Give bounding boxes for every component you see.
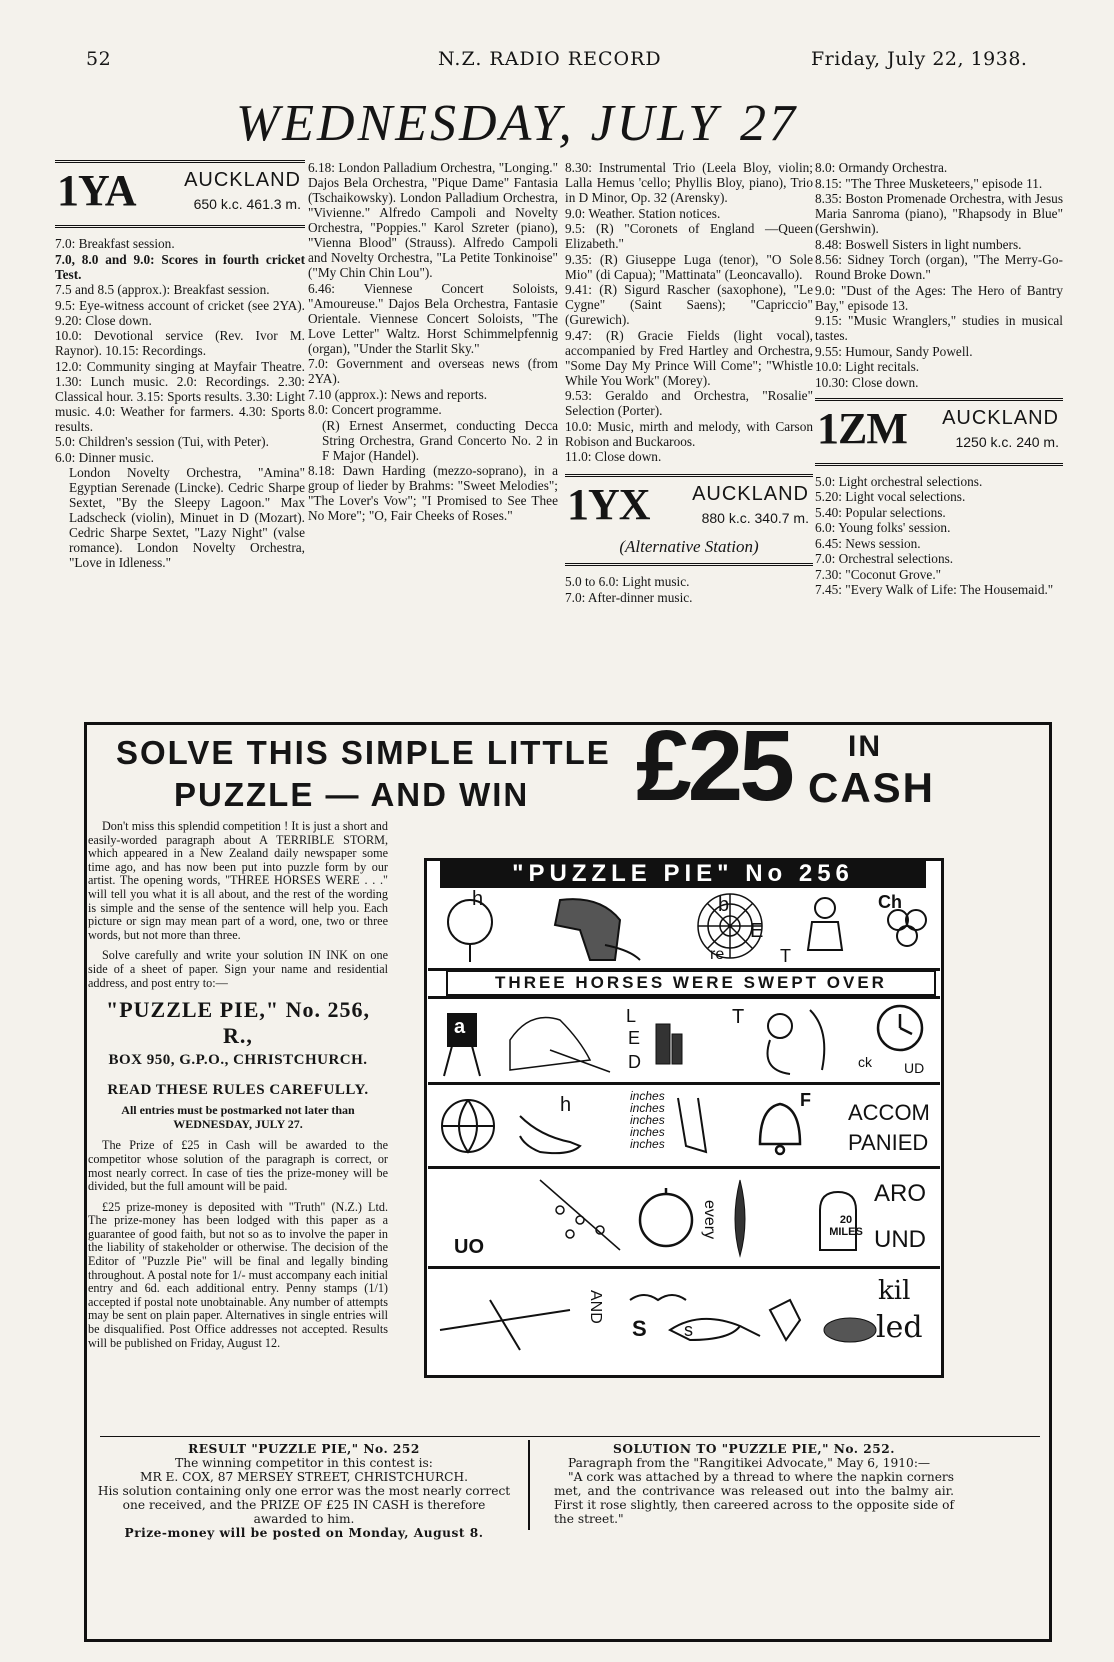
listing-item: 7.0: Orchestral selections. xyxy=(815,551,954,566)
station-note: (Alternative Station) xyxy=(619,537,759,556)
station-city: AUCKLAND xyxy=(942,406,1059,429)
sailor-icon xyxy=(808,898,842,950)
listing-item: 8.56: Sidney Torch (organ), "The Merry-Go-Round Broke Down." xyxy=(815,252,1063,282)
station-block-1yx xyxy=(565,474,813,566)
tree-icon xyxy=(448,900,492,962)
programme-column-2 xyxy=(308,160,558,524)
listing-item: 7.0: Government and overseas news (from 2YA). xyxy=(308,356,558,386)
listing-item: 9.5: Eye-witness account of cricket (see 2YA). 9.20: Close down. xyxy=(55,297,305,328)
glove-icon xyxy=(770,1300,800,1340)
figure-with-scythe-icon xyxy=(768,1010,825,1074)
solution-text: "A cork was attached by a thread to where the napkin corners met, and the contrivance was released out into the balmy air. First it rose slightly, then careered across to the opposite side of the street." xyxy=(554,1470,954,1526)
listing-item: 8.35: Boston Promenade Orchestra, with Jesus Maria Sanroma (piano), "Rhapsody in Blue" (Gershwin). xyxy=(815,191,1063,236)
listing-item: London Novelty Orchestra, "Amina" Egyptian Serenade (Lincke). Cedric Sharpe Sextet, "By the Sleepy Lagoon." Max Ladscheck (violin), Minuet in D (Mozart). Cedric Sharpe Sextet, "Lazy Night" (valse romance). London Novelty Orchestra, "Love in Idleness." xyxy=(69,465,305,570)
puzzle-row-divider xyxy=(428,1266,940,1269)
programme-column-3 xyxy=(565,160,813,605)
inches-word: inches xyxy=(630,1101,665,1115)
puzzle-row-5-pictures xyxy=(430,1270,936,1374)
rules-paragraph: £25 prize-money is deposited with "Truth" (N.Z.) Ltd. The prize-money has been lodged with this paper as a guarantee of good faith, but not so as to involve the paper in the liability of stakeholder or otherwise. The decision of the Editor of "Puzzle Pie" will be final and legally binding throughout. A postal note for 1/- must accompany each initial entry and 6d. each additional entry. Penny stamps (1/1) accepted if postal note unobtainable. Any number of attempts may be sent on plain paper. Alternatives in single entries will be disqualified. Post Office addresses not accepted. Results will be published on Friday, August 12. xyxy=(88,1199,388,1350)
listing-item: 9.41: (R) Sigurd Rascher (saxophone), "Le Cygne" (Saint Saens); "Capriccio" (Gurewich). xyxy=(565,282,813,327)
puzzle-letter: T xyxy=(780,946,791,966)
puzzle-letter: a xyxy=(454,1016,466,1038)
station-call-sign: 1ZM xyxy=(817,403,907,453)
puzzle-word: AND xyxy=(587,1290,604,1324)
station-block-1zm xyxy=(815,398,1063,466)
listing-item: 7.0: After-dinner music. xyxy=(565,589,693,605)
listing-item: 9.53: Geraldo and Orchestra, "Rosalie" Selection (Porter). xyxy=(565,388,813,418)
listing-item: 9.0: "Dust of the Ages: The Hero of Bantry Bay," episode 13. xyxy=(815,282,1063,313)
result-line: Prize-money will be posted on Monday, August 8. xyxy=(124,1526,484,1540)
puzzle-row-divider xyxy=(428,1166,940,1169)
stopwatch-icon xyxy=(640,1188,692,1246)
rules-paragraph: Solve carefully and write your solution IN INK on one side of a sheet of paper. Sign your name and residential address, and post entry to:— xyxy=(88,948,388,990)
lying-animal-icon xyxy=(824,1318,876,1342)
listing-item: 7.10 (approx.): News and reports. xyxy=(308,386,488,402)
ad-headline-line-1: SOLVE THIS SIMPLE LITTLE xyxy=(116,734,611,771)
listing-item: 6.46: Viennese Concert Soloists, "Amoureuse." Dajos Bela Orchestra, Fantasie Orientale. Viennese Concert Soloists, "The Love Letter" Waltz. Horst Schimmelpfennig (organ), "Under the Starlit Sky." xyxy=(308,280,558,356)
programme-column-4 xyxy=(815,160,1063,598)
result-title: RESULT "PUZZLE PIE," No. 252 xyxy=(188,1442,420,1456)
listing-item: 8.0: Concert programme. xyxy=(308,402,442,417)
results-column-divider xyxy=(528,1440,530,1530)
puzzle-word: kil xyxy=(878,1276,911,1306)
listing-item: 5.20: Light vocal selections. xyxy=(815,489,966,504)
inches-word: inches xyxy=(630,1113,665,1127)
listing-item: 5.0: Light orchestral selections. xyxy=(815,473,983,489)
station-frequency: 650 k.c. 461.3 m. xyxy=(193,196,301,212)
station-block-1ya xyxy=(55,160,305,228)
listing-item: 8.30: Instrumental Trio (Leela Bloy, violin; Lalla Hemus 'cello; Phyllis Bloy, piano), Trio in D Minor, Op. 32 (Arensky). xyxy=(565,160,813,205)
listing-item: 7.45: "Every Walk of Life: The Housemaid." xyxy=(815,582,1054,597)
station-city: AUCKLAND xyxy=(184,169,301,191)
station-call-sign: 1YX xyxy=(567,480,650,529)
puzzle-letter: T xyxy=(732,1006,745,1028)
prize-cash-label: CASH xyxy=(808,764,936,811)
puzzle-letter: re xyxy=(710,946,725,963)
listing-item: 9.0: Weather. Station notices. xyxy=(565,205,721,221)
listing-item: 10.30: Close down. xyxy=(815,374,919,390)
ad-headline-line-2: PUZZLE — AND WIN xyxy=(174,776,530,813)
puzzle-letter: h xyxy=(472,888,484,910)
listing-item: 9.5: (R) "Coronets of England —Queen Elizabeth." xyxy=(565,221,813,251)
puzzle-word: UO xyxy=(454,1236,484,1258)
day-number: 27 xyxy=(740,95,799,152)
puzzle-word: PANIED xyxy=(848,1130,929,1155)
solution-panel xyxy=(554,1442,954,1526)
result-line: The winning competitor in this contest is: xyxy=(175,1456,433,1470)
station-city: AUCKLAND xyxy=(692,483,809,505)
bell-icon xyxy=(760,1104,800,1154)
listing-item: 12.0: Community singing at Mayfair Theatre. 1.30: Lunch music. 2.0: Recordings. 2.30: Classical hour. 3.15: Sports results. 3.30: Light music. 4.0: Weather for farmers. 4.30: Sports results. xyxy=(55,358,305,434)
puzzle-letter: ck xyxy=(858,1054,872,1070)
puzzle-letter: h xyxy=(560,1094,572,1116)
publication-title: N.Z. RADIO RECORD xyxy=(438,48,662,70)
listing-item: 5.0 to 6.0: Light music. xyxy=(565,574,690,589)
results-divider xyxy=(100,1436,1040,1437)
listing-item: 8.15: "The Three Musketeers," episode 11. xyxy=(815,175,1043,191)
station-frequency: 1250 k.c. 240 m. xyxy=(955,433,1059,450)
listing-item: 7.0: Breakfast session. xyxy=(55,236,175,251)
puzzle-letter: UD xyxy=(904,1060,925,1076)
listing-item: 6.18: London Palladium Orchestra, "Longing." Dajos Bela Orchestra, "Pique Dame" Fantasia (Tschaikowsky). London Palladium Orchestra, "Vivienne." Alfredo Campoli and Novelty Orchestra, "Poppies." Karol Szreter (piano), "Vienna Blood" (Strauss). Alfredo Campoli and Novelty Orchestra, "La Petite Tonkinoise" ("My Chin Chin Lou"). xyxy=(308,160,558,280)
listing-item: 9.35: (R) Giuseppe Luga (tenor), "O Sole Mio" (di Capua); "Mattinata" (Leoncavallo). xyxy=(565,251,813,282)
listing-item: 10.0: Devotional service (Rev. Ivor M. Raynor). 10.15: Recordings. xyxy=(55,328,305,358)
listing-item: 5.40: Popular selections. xyxy=(815,504,946,520)
clock-icon xyxy=(878,1006,922,1050)
puzzle-word: 20 MILES xyxy=(829,1214,863,1238)
rules-heading: READ THESE RULES CAREFULLY. xyxy=(107,1082,369,1099)
station-call-sign: 1YA xyxy=(57,166,136,215)
puzzle-letter: L xyxy=(626,1006,637,1026)
station-frequency: 880 k.c. 340.7 m. xyxy=(701,510,809,526)
listing-item: 7.30: "Coconut Grove." xyxy=(815,566,942,582)
coins-icon xyxy=(540,1180,620,1250)
listing-item: 9.47: (R) Gracie Fields (light vocal), accompanied by Fred Hartley and Orchestra, "Some Day My Prince Will Come"; "Whistle While You Work" (Morey). xyxy=(565,327,813,388)
listing-item: 5.0: Children's session (Tui, with Peter). xyxy=(55,434,269,449)
puzzle-word: ACCOM xyxy=(848,1100,930,1125)
listing-item: 8.18: Dawn Harding (mezzo-soprano), in a group of lieder by Brahms: "Sweet Melodies"; "The Lover's Vow"; "I Promised to See Thee No More"; "O, Fair Cheeks of Roses." xyxy=(308,463,558,523)
listing-item: 8.48: Boswell Sisters in light numbers. xyxy=(815,236,1022,252)
issue-date: Friday, July 22, 1938. xyxy=(811,48,1028,70)
hand-icon xyxy=(520,1116,580,1153)
inches-word: inches xyxy=(630,1125,665,1139)
puzzle-word: every xyxy=(701,1200,718,1240)
shamrock-icon xyxy=(888,910,926,946)
listing-item: 7.0, 8.0 and 9.0: Scores in fourth cricket Test. xyxy=(55,251,305,282)
horse-head-icon xyxy=(555,899,640,960)
entry-address-line-2: BOX 950, G.P.O., CHRISTCHURCH. xyxy=(108,1052,368,1069)
listing-item: 9.55: Humour, Sandy Powell. xyxy=(815,343,973,359)
puzzle-row-1-pictures xyxy=(430,890,936,966)
solution-line: Paragraph from the "Rangitikei Advocate," May 6, 1910:— xyxy=(568,1456,931,1470)
competition-rules xyxy=(88,820,388,1357)
prize-amount: £25 xyxy=(636,710,791,822)
puzzle-letter: b xyxy=(718,894,730,916)
result-line: His solution containing only one error was the most nearly correct one received, and the PRIZE OF £25 IN CASH is therefore awarded to him. xyxy=(97,1484,511,1526)
listing-item: 11.0: Close down. xyxy=(565,449,662,464)
listing-item: 6.45: News session. xyxy=(815,535,921,551)
puzzle-word: led xyxy=(876,1310,923,1345)
puzzle-letter: s xyxy=(684,1320,693,1340)
listing-item: (R) Ernest Ansermet, conducting Decca String Orchestra, Grand Concerto No. 2 in F Major (Handel). xyxy=(322,417,558,463)
listing-item: 9.15: "Music Wranglers," studies in musical tastes. xyxy=(815,313,1063,343)
listing-item: 8.0: Ormandy Orchestra. xyxy=(815,160,948,175)
solution-title: SOLUTION TO "PUZZLE PIE," No. 252. xyxy=(613,1442,895,1456)
airplane-icon xyxy=(440,1300,570,1350)
puzzle-title: "PUZZLE PIE" No 256 xyxy=(440,860,926,888)
programme-column-1 xyxy=(55,160,305,571)
day-name: WEDNESDAY, JULY xyxy=(235,95,721,152)
day-heading xyxy=(0,94,1074,153)
puzzle-letter: F xyxy=(800,1090,811,1110)
result-panel xyxy=(96,1442,512,1540)
listing-item: 6.0: Young folks' session. xyxy=(815,520,951,535)
inches-stack xyxy=(630,1090,665,1150)
skyline-icon xyxy=(656,1024,682,1064)
puzzle-word: UND xyxy=(874,1226,926,1253)
globe-icon xyxy=(442,1100,494,1152)
puzzle-letter: E xyxy=(628,1028,641,1048)
puzzle-letter: E xyxy=(750,920,764,942)
prize-in-label: IN xyxy=(848,730,882,763)
cypress-tree-icon xyxy=(735,1180,745,1256)
listing-item: 6.0: Dinner music. xyxy=(55,449,154,465)
puzzle-letter: S xyxy=(632,1316,647,1341)
puzzle-row-divider xyxy=(428,1082,940,1085)
listing-item: 10.0: Light recitals. xyxy=(815,359,920,374)
hoof-icon xyxy=(678,1098,706,1152)
bird-icon xyxy=(630,1295,686,1300)
rules-deadline: All entries must be postmarked not later than WEDNESDAY, JULY 27. xyxy=(121,1103,355,1131)
rules-paragraph: Don't miss this splendid competition ! It is just a short and easily-worded paragraph about A TERRIBLE STORM, which appeared in a New Zealand daily newspaper some time ago, and has now been put into puzzle form by our artist. The opening words, "THREE HORSES WERE . . ." will tell you what it is all about, and the rest of the wording is simple and the sense of the sentence will help you. Each picture or sign may mean part of a word, one, two or three words, but not more than three. xyxy=(88,819,388,942)
entry-address-line-1: "PUZZLE PIE," No. 256, R., xyxy=(105,997,370,1049)
inches-word: inches xyxy=(630,1137,665,1151)
listing-item: 10.0: Music, mirth and melody, with Carson Robison and Buckaroos. xyxy=(565,418,813,449)
seashore-icon xyxy=(510,1018,610,1073)
puzzle-row-divider xyxy=(428,996,940,999)
rules-paragraph: The Prize of £25 in Cash will be awarded to the competitor whose solution of the paragraph is correct, or most nearly correct. In case of ties the prize-money will be divided, but the full amount will be paid. xyxy=(88,1138,388,1194)
puzzle-letter: Ch xyxy=(878,892,902,912)
inches-word: inches xyxy=(630,1089,665,1103)
page-number: 52 xyxy=(86,48,112,70)
result-winner: MR E. COX, 87 MERSEY STREET, CHRISTCHURCH. xyxy=(140,1470,468,1484)
listing-item: 7.5 and 8.5 (approx.): Breakfast session. xyxy=(55,282,270,297)
puzzle-banner: THREE HORSES WERE SWEPT OVER xyxy=(446,970,936,996)
puzzle-letter: D xyxy=(628,1052,641,1072)
puzzle-word: ARO xyxy=(874,1180,927,1207)
